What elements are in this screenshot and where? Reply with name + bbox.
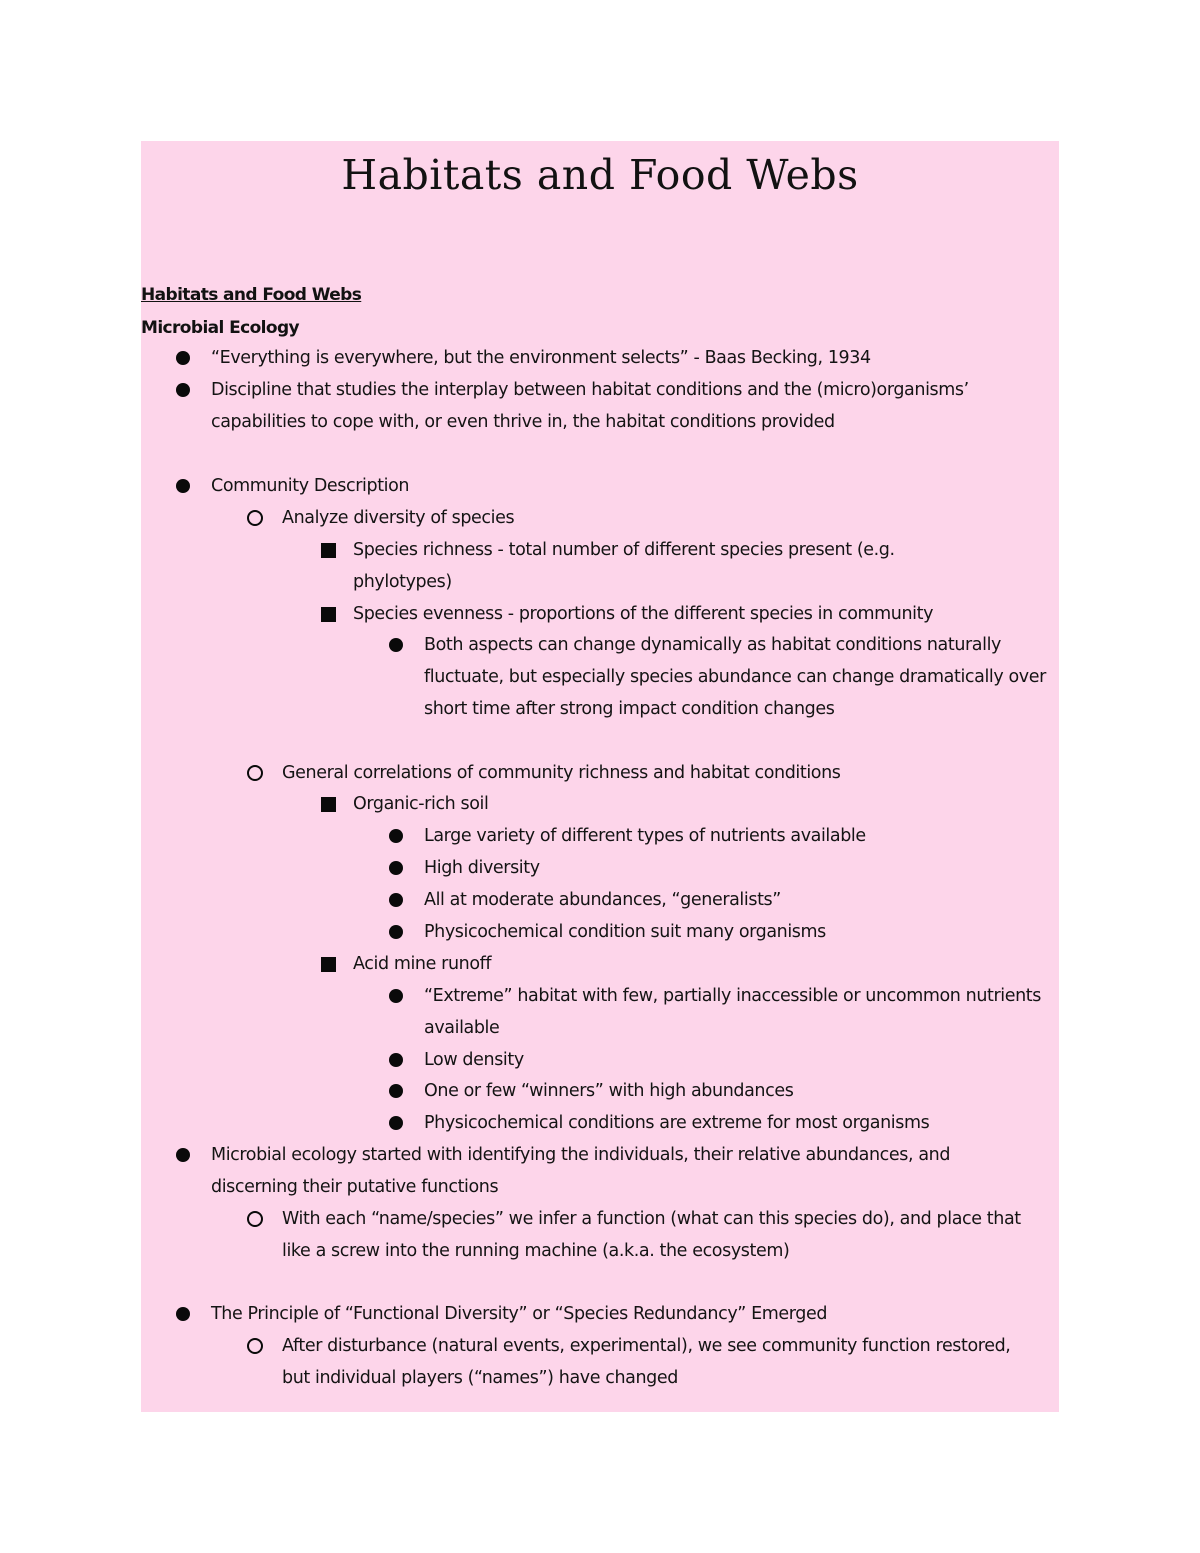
- list-item-text: All at moderate abundances, “generalists”: [424, 890, 781, 910]
- list-item-text: The Principle of “Functional Diversity” or “Species Redundancy” Emerged: [211, 1304, 828, 1324]
- section-heading: Habitats and Food Webs: [141, 285, 362, 305]
- bullet-disc-icon: [176, 479, 190, 493]
- bullet-disc-icon: [389, 989, 403, 1003]
- bullet-disc-icon: [176, 351, 190, 365]
- list-item-text: Analyze diversity of species: [282, 508, 515, 528]
- list-item-functional-diversity-principle: [211, 1298, 1041, 1330]
- list-item-text: “Everything is everywhere, but the environment selects” - Baas Becking, 1934: [211, 348, 871, 368]
- list-item-text: Species richness - total number of different species present (e.g. phylotypes): [353, 540, 895, 592]
- list-item-text: Physicochemical condition suit many organisms: [424, 922, 826, 942]
- list-item-text: Species evenness - proportions of the different species in community: [353, 604, 934, 624]
- bullet-disc-icon: [389, 638, 403, 652]
- list-item-species-richness: [353, 534, 993, 598]
- list-item-text: High diversity: [424, 858, 540, 878]
- list-item-text: Microbial ecology started with identifying the individuals, their relative abundances, and discerning their putative functions: [211, 1145, 951, 1197]
- list-item-general-correlations: [282, 757, 1042, 789]
- bullet-disc-icon: [389, 1084, 403, 1098]
- list-item-species-evenness: [353, 598, 993, 630]
- list-item-text: “Extreme” habitat with few, partially inaccessible or uncommon nutrients available: [424, 986, 1041, 1038]
- list-item-text: Physicochemical conditions are extreme for most organisms: [424, 1113, 930, 1133]
- list-item-text: General correlations of community richness and habitat conditions: [282, 763, 841, 783]
- list-item-analyze-diversity: [282, 502, 1042, 534]
- bullet-disc-icon: [176, 1148, 190, 1162]
- list-item-acid-point: [424, 1044, 1054, 1076]
- list-item-dynamic-change-note: [424, 629, 1054, 725]
- list-item-text: Community Description: [211, 476, 410, 496]
- list-item-acid-point: [424, 1075, 1054, 1107]
- list-item-acid-mine-runoff: [353, 948, 993, 980]
- bullet-disc-icon: [389, 1053, 403, 1067]
- list-item-text: Both aspects can change dynamically as habitat conditions naturally fluctuate, but especially species abundance can change dramatically over short time after strong impact condition changes: [424, 635, 1046, 719]
- list-item-organic-rich-soil: [353, 788, 993, 820]
- list-item-text: With each “name/species” we infer a function (what can this species do), and place that like a screw into the running machine (a.k.a. the ecosystem): [282, 1209, 1021, 1261]
- list-item-acid-point: [424, 980, 1054, 1044]
- bullet-disc-icon: [176, 1307, 190, 1321]
- bullet-circle-icon: [247, 1211, 263, 1227]
- list-item-quote: [211, 342, 1041, 374]
- bullet-square-icon: [321, 957, 336, 972]
- bullet-circle-icon: [247, 765, 263, 781]
- list-item-text: Low density: [424, 1050, 524, 1070]
- list-item-text: After disturbance (natural events, experimental), we see community function restored, but individual players (“names”) have changed: [282, 1336, 1011, 1388]
- bullet-square-icon: [321, 797, 336, 812]
- bullet-circle-icon: [247, 1338, 263, 1354]
- bullet-disc-icon: [389, 861, 403, 875]
- list-item-text: One or few “winners” with high abundances: [424, 1081, 794, 1101]
- list-item-text: Acid mine runoff: [353, 954, 492, 974]
- list-item-organic-point: [424, 820, 1054, 852]
- list-item-community-description: [211, 470, 1041, 502]
- bullet-disc-icon: [389, 893, 403, 907]
- bullet-square-icon: [321, 607, 336, 622]
- bullet-square-icon: [321, 543, 336, 558]
- list-item-discipline: [211, 374, 1041, 438]
- list-item-text: Organic-rich soil: [353, 794, 489, 814]
- list-item-organic-point: [424, 852, 1054, 884]
- bullet-disc-icon: [389, 829, 403, 843]
- list-item-organic-point: [424, 916, 1054, 948]
- list-item-after-disturbance: [282, 1330, 1042, 1394]
- subsection-heading: Microbial Ecology: [141, 318, 300, 338]
- document-title: Habitats and Food Webs: [341, 151, 859, 199]
- bullet-disc-icon: [176, 383, 190, 397]
- list-item-text: Discipline that studies the interplay between habitat conditions and the (micro)organisms’ capabilities to cope with, or even thrive in, the habitat conditions provided: [211, 380, 969, 432]
- bullet-circle-icon: [247, 510, 263, 526]
- list-item-microbial-ecology-start: [211, 1139, 1041, 1203]
- list-item-text: Large variety of different types of nutrients available: [424, 826, 866, 846]
- list-item-organic-point: [424, 884, 1054, 916]
- bullet-disc-icon: [389, 1116, 403, 1130]
- bullet-disc-icon: [389, 925, 403, 939]
- list-item-name-species-function: [282, 1203, 1042, 1267]
- list-item-acid-point: [424, 1107, 1054, 1139]
